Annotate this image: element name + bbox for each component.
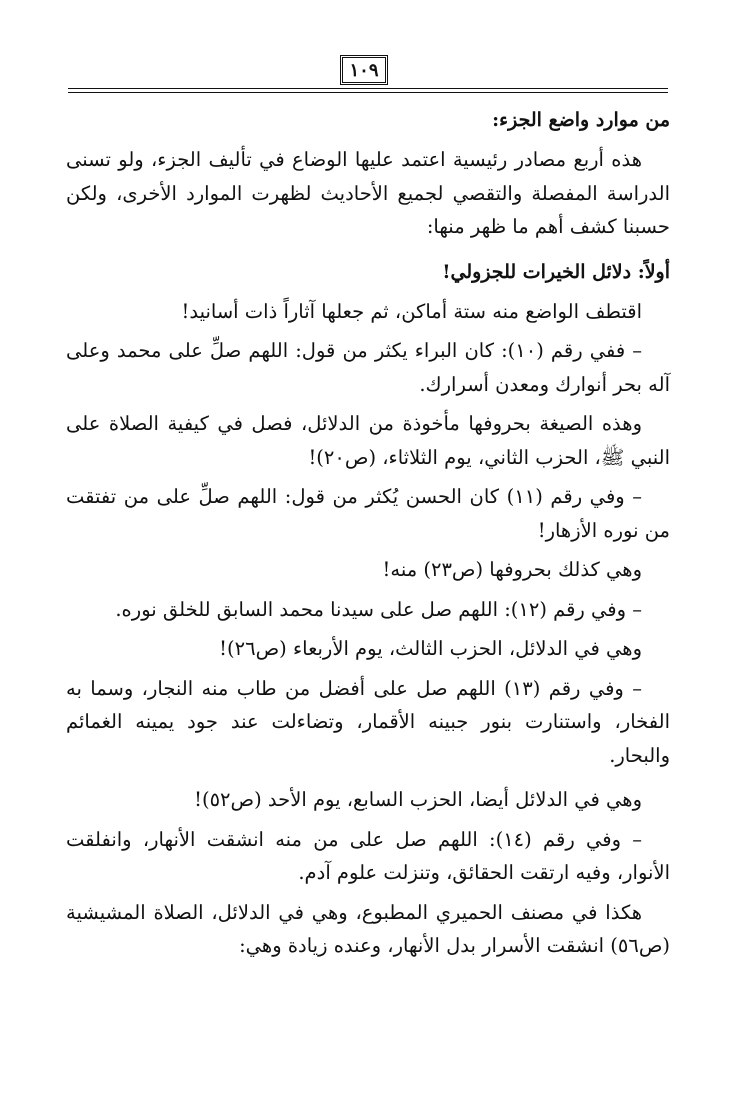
paragraph: وهي في الدلائل، الحزب الثالث، يوم الأربعاء (ص٢٦)! <box>219 637 642 660</box>
paragraph: هكذا في مصنف الحميري المطبوع، وهي في الدلائل، الصلاة المشيشية (ص٥٦) انشقت الأسرار بدل الأنهار، وعنده زيادة وهي: <box>66 900 670 957</box>
paragraph: – وفي رقم (١٢): اللهم صل على سيدنا محمد السابق للخلق نوره. <box>115 597 642 621</box>
page-body <box>66 103 670 963</box>
paragraph: – وفي رقم (١٤): اللهم صل على من منه انشقت الأنهار، وانفلقت الأنوار، وفيه ارتقت الحقائق، وتنزلت علوم آدم. <box>66 827 670 884</box>
header-rule-double <box>68 92 668 93</box>
header-rule <box>68 88 668 89</box>
paragraph: وهي كذلك بحروفها (ص٢٣) منه! <box>382 558 642 581</box>
page-number: ١٠٩ <box>340 55 388 85</box>
paragraph: – وفي رقم (١٣) اللهم صل على أفضل من طاب منه النجار، وسما به الفخار، واستنارت بنور جبينه الأقمار، وتضاءلت عند جود يمينه الغمائم والبحار. <box>66 676 670 767</box>
paragraph: وهي في الدلائل أيضا، الحزب السابع، يوم الأحد (ص٥٢)! <box>194 788 642 811</box>
paragraph: – ففي رقم (١٠): كان البراء يكثر من قول: اللهم صلِّ على محمد وعلى آله بحر أنوارك ومعدن أسرارك. <box>66 339 670 396</box>
paragraph: وهذه الصيغة بحروفها مأخوذة من الدلائل، فصل في كيفية الصلاة على النبي ﷺ، الحزب الثاني، يوم الثلاثاء، (ص٢٠)! <box>66 412 670 469</box>
paragraph: – وفي رقم (١١) كان الحسن يُكثر من قول: اللهم صلِّ على من تفتقت من نوره الأزهار! <box>66 485 670 542</box>
paragraph: اقتطف الواضع منه ستة أماكن، ثم جعلها آثاراً ذات أسانيد! <box>181 299 642 323</box>
first-source-heading: أولاً: دلائل الخيرات للجزولي! <box>442 260 670 283</box>
intro-paragraph: هذه أربع مصادر رئيسية اعتمد عليها الوضاع في تأليف الجزء، ولو تسنى الدراسة المفصلة والتقصي لجميع الأحاديث لظهرت الموارد الأخرى، ولكن حسبنا كشف أهم ما ظهر منها: <box>66 148 670 238</box>
section-heading: من موارد واضع الجزء: <box>492 109 670 131</box>
